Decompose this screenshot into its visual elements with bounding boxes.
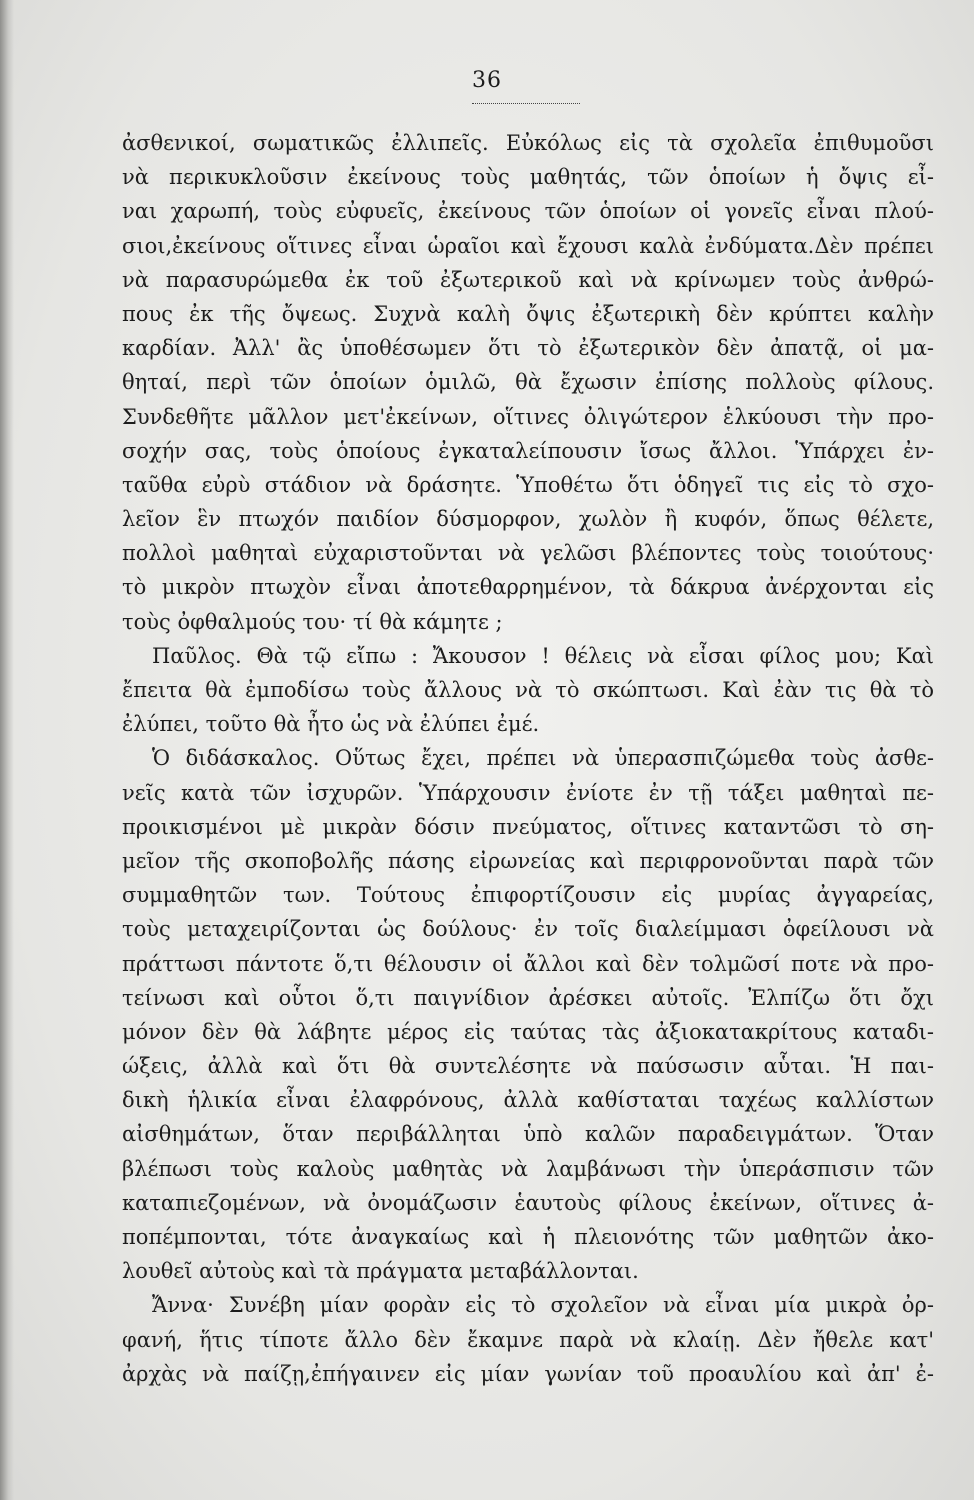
body-text: [122, 126, 934, 1391]
text-line: πράττωσι πάντοτε ὅ,τι θέλουσιν οἱ ἄλλοι καὶ δὲν τολμῶσί ποτε νὰ προ-: [122, 951, 934, 976]
text-line: Συνδεθῆτε μᾶλλον μετ'ἐκείνων, οἵτινες ὀλιγώτερον ἑλκύουσι τὴν προ-: [122, 404, 934, 429]
text-line: ναι χαρωπή, τοὺς εὐφυεῖς, ἐκείνους τῶν ὁποίων οἱ γονεῖς εἶναι πλού-: [122, 199, 934, 224]
text-line: τοὺς μεταχειρίζονται ὡς δούλους· ἐν τοῖς διαλείμμασι ὀφείλουσι νὰ: [122, 917, 934, 942]
header-rule: [472, 103, 580, 104]
text-line: Ἄννα· Συνέβη μίαν φορὰν εἰς τὸ σχολεῖον νὰ εἶναι μία μικρὰ ὀρ-: [152, 1293, 934, 1318]
text-line: ταῦθα εὐρὺ στάδιον νὰ δράσητε. Ὑποθέτω ὅτι ὁδηγεῖ τις εἰς τὸ σχο-: [122, 472, 934, 497]
text-line: τοὺς ὀφθαλμούς του· τί θὰ κάμητε ;: [122, 609, 503, 634]
text-line: λεῖον ἓν πτωχόν παιδίον δύσμορφον, χωλὸν ἢ κυφόν, ὅπως θέλετε,: [122, 507, 934, 532]
text-line: τὸ μικρὸν πτωχὸν εἶναι ἀποτεθαρρημένον, τὰ δάκρυα ἀνέρχονται εἰς: [122, 575, 934, 600]
text-line: ποπέμπονται, τότε ἀναγκαίως καὶ ἡ πλειονότης τῶν μαθητῶν ἀκο-: [122, 1225, 934, 1249]
text-line: δικὴ ἡλικία εἶναι ἐλαφρόνους, ἀλλὰ καθίσταται ταχέως καλλίστων: [122, 1088, 934, 1113]
text-line: Ὁ διδάσκαλος. Οὕτως ἔχει, πρέπει νὰ ὑπερασπιζώμεθα τοὺς ἀσθε-: [152, 746, 934, 771]
text-line: βλέπωσι τοὺς καλοὺς μαθητὰς νὰ λαμβάνωσι τὴν ὑπεράσπισιν τῶν: [122, 1156, 934, 1181]
text-line: πολλοὶ μαθηταὶ εὐχαριστοῦνται νὰ γελῶσι βλέποντες τοὺς τοιούτους·: [122, 541, 934, 566]
text-line: νὰ παρασυρώμεθα ἐκ τοῦ ἐξωτερικοῦ καὶ νὰ κρίνωμεν τοὺς ἀνθρώ-: [122, 267, 934, 292]
text-line: πους ἐκ τῆς ὄψεως. Συχνὰ καλὴ ὄψις ἐξωτερικὴ δὲν κρύπτει καλὴν: [122, 301, 934, 326]
text-line: λουθεῖ αὐτοὺς καὶ τὰ πράγματα μεταβάλλονται.: [122, 1259, 639, 1284]
text-line: καταπιεζομένων, νὰ ὀνομάζωσιν ἑαυτοὺς φίλους ἐκείνων, οἵτινες ἀ-: [122, 1190, 934, 1215]
text-line: ἐλύπει, τοῦτο θὰ ἦτο ὡς νὰ ἐλύπει ἐμέ.: [122, 712, 540, 737]
text-line: σιοι,ἐκείνους οἵτινες εἶναι ὡραῖοι καὶ ἔχουσι καλὰ ἐνδύματα.Δὲν πρέπει: [122, 233, 934, 258]
text-line: σοχήν σας, τοὺς ὁποίους ἐγκαταλείπουσιν ἴσως ἄλλοι. Ὑπάρχει ἐν-: [122, 438, 934, 463]
text-line: καρδίαν. Ἀλλ' ἂς ὑποθέσωμεν ὅτι τὸ ἐξωτερικὸν δὲν ἀπατᾷ, οἱ μα-: [122, 336, 934, 361]
text-line: ἔπειτα θὰ ἐμποδίσω τοὺς ἄλλους νὰ τὸ σκώπτωσι. Καὶ ἐὰν τις θὰ τὸ: [122, 678, 934, 702]
text-line: τείνωσι καὶ οὗτοι ὅ,τι παιγνίδιον ἀρέσκει αὐτοῖς. Ἐλπίζω ὅτι ὄχι: [122, 985, 934, 1010]
text-line: νὰ περικυκλοῦσιν ἐκείνους τοὺς μαθητάς, τῶν ὁποίων ἡ ὄψις εἶ-: [122, 165, 934, 190]
text-line: θηταί, περὶ τῶν ὁποίων ὁμιλῶ, θὰ ἔχωσιν ἐπίσης πολλοὺς φίλους.: [122, 370, 934, 395]
page-spine-shadow: [0, 0, 14, 1500]
text-line: ἀρχὰς νὰ παίζῃ,ἐπήγαινεν εἰς μίαν γωνίαν τοῦ προαυλίου καὶ ἀπ' ἐ-: [122, 1361, 934, 1386]
text-line: Παῦλος. Θὰ τῷ εἴπω : Ἄκουσον ! θέλεις νὰ εἶσαι φίλος μου; Καὶ: [152, 643, 934, 668]
text-line: αἰσθημάτων, ὅταν περιβάλληται ὑπὸ καλῶν παραδειγμάτων. Ὅταν: [122, 1122, 934, 1147]
text-line: ἀσθενικοί, σωματικῶς ἐλλιπεῖς. Εὐκόλως εἰς τὰ σχολεῖα ἐπιθυμοῦσι: [122, 131, 934, 155]
text-line: προικισμένοι μὲ μικρὰν δόσιν πνεύματος, οἵτινες καταντῶσι τὸ ση-: [122, 814, 934, 839]
text-line: μόνον δὲν θὰ λάβητε μέρος εἰς ταύτας τὰς ἀξιοκατακρίτους καταδι-: [122, 1019, 934, 1044]
text-line: μεῖον τῆς σκοποβολῆς πάσης εἰρωνείας καὶ περιφρονοῦνται παρὰ τῶν: [122, 848, 934, 873]
text-line: συμμαθητῶν των. Τούτους ἐπιφορτίζουσιν εἰς μυρίας ἀγγαρείας,: [122, 883, 934, 908]
text-line: φανή, ἥτις τίποτε ἄλλο δὲν ἔκαμνε παρὰ νὰ κλαίῃ. Δὲν ἤθελε κατ': [122, 1327, 934, 1352]
page-number: 36: [472, 68, 502, 93]
text-line: ώξεις, ἀλλὰ καὶ ὅτι θὰ συντελέσητε νὰ παύσωσιν αὗται. Ἡ παι-: [122, 1054, 934, 1079]
text-line: νεῖς κατὰ τῶν ἰσχυρῶν. Ὑπάρχουσιν ἐνίοτε ἐν τῇ τάξει μαθηταὶ πε-: [122, 780, 934, 805]
